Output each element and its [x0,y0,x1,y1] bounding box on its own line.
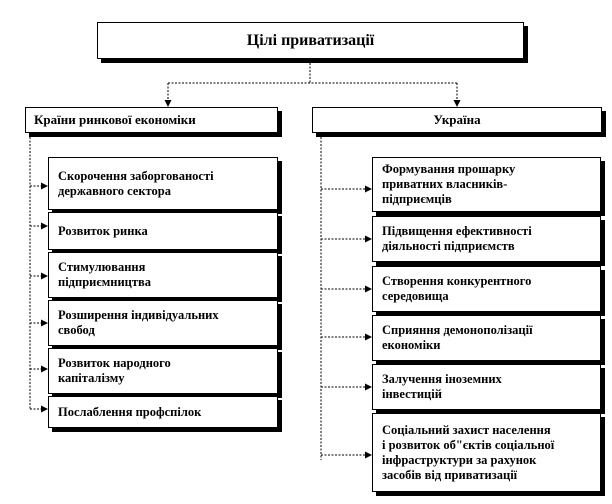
left-item-5 [48,348,278,394]
right-item-6-line-1: Соціальний захист населення [382,422,551,437]
right-item-1-line-2: приватних власників- [382,177,508,191]
right-item-2 [372,216,601,262]
right-item-6-line-2: і розвиток об"єктів соціальної [382,437,555,452]
right-item-1-line-1: Формування прошарку [382,162,516,176]
left-item-1 [48,157,278,210]
title-text: Цілі приватизації [246,31,375,49]
left-item-5-line-2: капіталізму [58,371,125,385]
right-item-6-line-4: засобів від приватизації [382,467,518,482]
left-item-2-line-1: Розвиток ринка [58,223,148,238]
left-item-4-line-2: свобод [58,323,95,337]
left-item-1-line-1: Скорочення заборгованості [58,168,214,183]
left-item-2 [48,212,278,250]
left-item-4-line-1: Розширення індивідуальних [58,308,219,322]
left-item-3 [48,252,278,298]
right-item-4 [372,315,601,361]
left-item-3-line-1: Стимулювання [58,260,146,274]
right-item-2-line-2: діяльності підприємств [382,239,515,253]
right-item-5-line-1: Залучення іноземних [382,372,502,386]
left-item-4 [48,300,278,346]
right-item-4-line-2: економіки [382,338,441,352]
left-column-header [25,107,278,133]
right-item-6 [372,413,601,492]
right-item-1 [372,157,601,212]
left-item-6-line-1: Послаблення профспілок [58,404,202,419]
right-item-5 [372,364,601,410]
right-item-3-line-2: середовища [382,289,449,303]
left-item-1-line-2: державного сектора [58,183,171,198]
left-item-6 [48,396,278,428]
right-item-4-line-1: Сприяння демонополізації [382,323,533,337]
left-item-5-line-1: Розвиток народного [58,356,171,370]
title-box [97,22,524,59]
right-item-3 [372,266,601,312]
left-item-3-line-2: підприємництва [58,275,152,289]
left-column-header-text: Країни ринкової економіки [34,112,196,127]
right-column-header [312,107,602,133]
right-item-3-line-1: Створення конкурентного [382,274,532,288]
right-item-2-line-1: Підвищення ефективності [382,224,532,238]
right-item-1-line-3: підприємців [382,192,452,206]
right-item-6-line-3: інфраструктури за рахунок [382,452,537,467]
right-item-5-line-2: інвестицій [382,387,442,401]
right-column-header-text: Україна [433,112,481,127]
